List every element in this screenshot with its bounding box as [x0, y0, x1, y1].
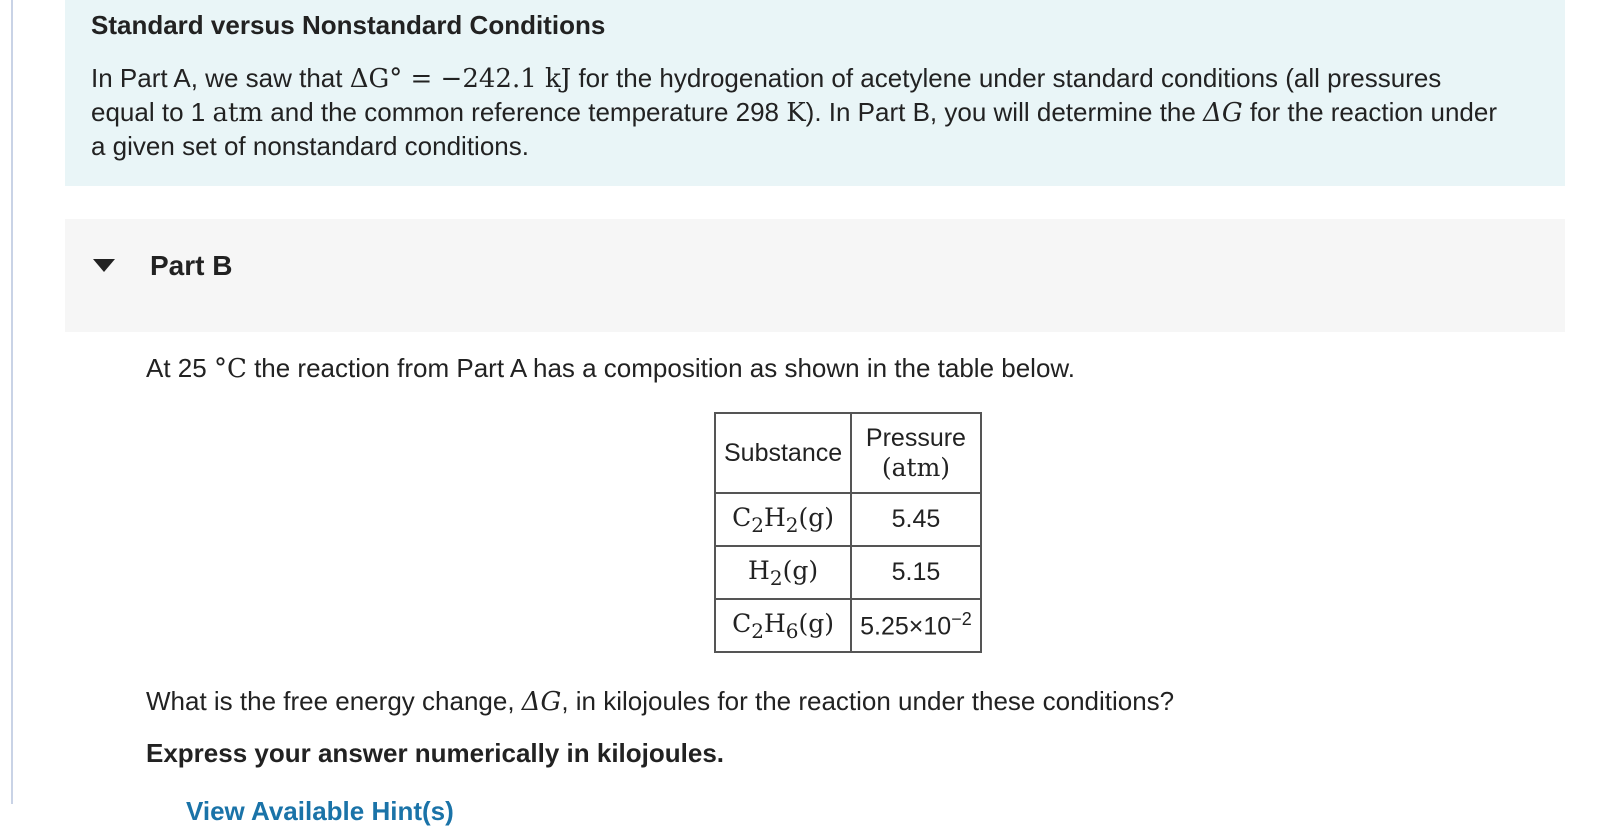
question-segment: , in kilojoules for the reaction under these conditions? — [561, 686, 1175, 716]
substance-cell: $C_2H_2(g)$ — [715, 493, 851, 546]
substance-cell: $C_2H_6(g)$ — [715, 599, 851, 652]
collapse-caret-icon[interactable] — [93, 259, 115, 272]
answer-instruction: Express your answer numerically in kilojoules. — [146, 738, 725, 768]
pressure-cell: 5.45 — [851, 493, 981, 546]
pressure-cell: 5.15 — [851, 546, 981, 599]
header-pressure — [851, 413, 981, 493]
table-row — [715, 546, 981, 599]
table-row — [715, 599, 981, 652]
table-header-row — [715, 413, 981, 493]
intro-text-segment: a given set of nonstandard conditions. — [91, 131, 529, 161]
intro-text — [91, 62, 1539, 163]
header-substance: Substance — [715, 413, 851, 493]
delta-g-standard-value: ΔG° = −242.1 kJ — [349, 64, 572, 94]
statement-segment: At 25 — [146, 353, 214, 383]
intro-text-segment: ). In Part B, you will determine the — [805, 97, 1204, 127]
table-row — [715, 493, 981, 546]
intro-text-segment: In Part A, we saw that — [91, 63, 350, 93]
composition-table — [714, 412, 982, 653]
intro-text-segment: equal to 1 — [91, 97, 213, 127]
atm-unit: atm — [212, 98, 264, 128]
delta-g-symbol: ΔG — [521, 687, 562, 717]
part-title: Part B — [150, 250, 233, 281]
kelvin-unit: K — [786, 98, 806, 128]
question-text — [146, 685, 1174, 718]
intro-text-segment: for the hydrogenation of acetylene under standard conditions (all pressures — [571, 63, 1442, 93]
intro-title: Standard versus Nonstandard Conditions — [91, 10, 606, 40]
statement-segment: the reaction from Part A has a composition as shown in the table below. — [246, 353, 1075, 383]
header-pressure-label: Pressure — [865, 424, 966, 452]
pressure-cell: $5.25\times 10^{-2}$ — [851, 599, 981, 652]
delta-g-symbol: ΔG — [1203, 98, 1243, 128]
intro-text-segment: for the reaction under — [1242, 97, 1497, 127]
view-hints-link[interactable]: View Available Hint(s) — [186, 796, 454, 826]
celsius-unit: °C — [213, 354, 247, 384]
intro-panel — [65, 0, 1565, 186]
left-divider — [11, 0, 13, 804]
part-b-header[interactable] — [65, 219, 1565, 332]
composition-statement — [146, 352, 1075, 385]
intro-text-segment: and the common reference temperature 298 — [263, 97, 787, 127]
substance-cell: $H_2(g)$ — [715, 546, 851, 599]
question-segment: What is the free energy change, — [146, 686, 522, 716]
header-pressure-unit: (atm) — [881, 453, 951, 482]
